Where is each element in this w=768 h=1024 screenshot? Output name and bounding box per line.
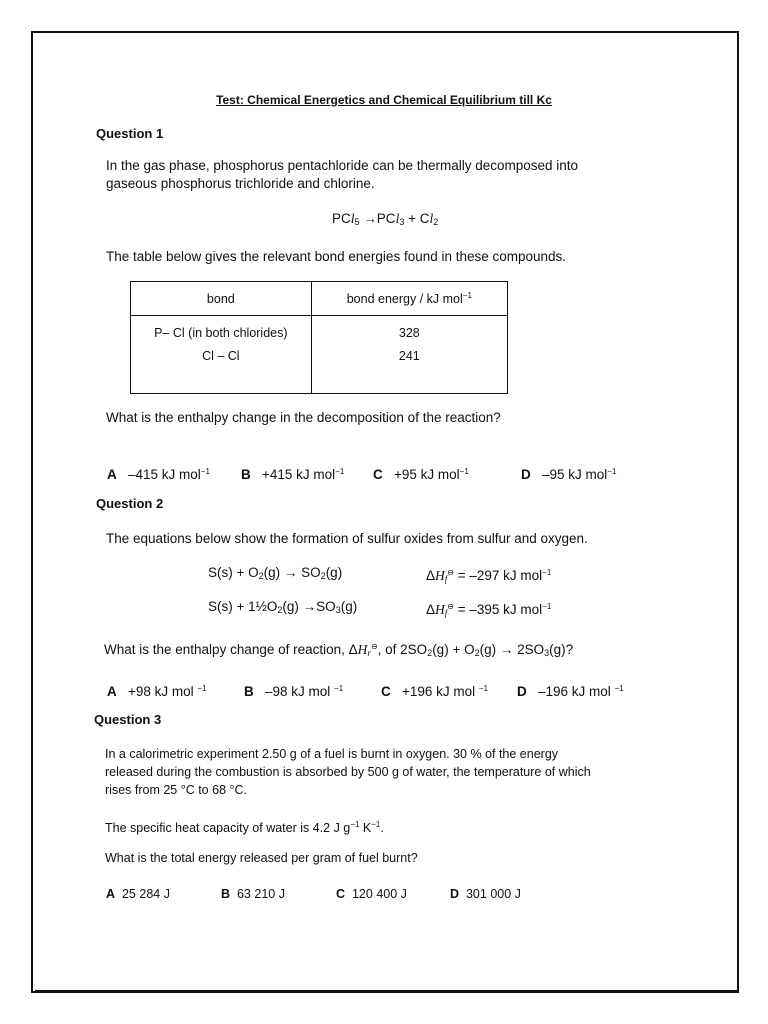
bond-energy-table: [130, 281, 508, 394]
question-1-table-intro: The table below gives the relevant bond energies found in these compounds.: [106, 249, 567, 264]
equation-so3: $S(s) + 1\frac{1}{2}O_2(g) \to SO_3(g)$: [208, 599, 358, 615]
question-3-heat-capacity: The specific heat capacity of water is 4.2 J $g^{-1}$ $K^{-1}$.: [105, 820, 384, 835]
question-2-prompt: What is the enthalpy change of reaction, $\Delta H_r^⊖$, of $2SO_2(g) + O_2(g) \to 2SO_3(g)$?: [104, 642, 574, 658]
question-3-prompt: What is the total energy released per gram of fuel burnt?: [105, 851, 418, 865]
table-header-bond-energy: bond energy / kJ mol$^{-1}$: [311, 282, 507, 316]
option-letter: A: [107, 684, 117, 699]
equation-so2: $S(s) + O_2(g) \to SO_2(g)$: [208, 565, 343, 581]
option-d[interactable]: D –95 kJ mol$^{-1}$: [521, 467, 617, 482]
question-1-intro-line-2: gaseous phosphorus trichloride and chlorine.: [106, 176, 375, 191]
option-letter: D: [450, 887, 460, 901]
option-letter: B: [244, 684, 254, 699]
question-3-line-2: released during the combustion is absorbed by 500 g of water, the temperature of which: [105, 765, 591, 779]
option-letter: B: [241, 467, 251, 482]
table-cell-energy: 328: [311, 316, 507, 350]
option-a[interactable]: [106, 886, 170, 903]
option-letter: C: [336, 887, 346, 901]
option-text: 63 210 J: [236, 887, 285, 901]
option-c[interactable]: [336, 886, 407, 903]
table-cell-bond: P– Cl (in both chlorides): [131, 316, 312, 350]
option-c[interactable]: C +95 kJ mol$^{-1}$: [373, 467, 469, 482]
question-3-line-1: In a calorimetric experiment 2.50 g of a fuel is burnt in oxygen. 30 % of the energy: [105, 747, 559, 761]
question-3-line-3: rises from 25 °C to 68 °C.: [105, 783, 247, 797]
option-letter: C: [373, 467, 383, 482]
enthalpy-so3: $\Delta H_f^⊖ = -395$ kJ mol$^{-1}$: [426, 602, 552, 618]
option-b[interactable]: [221, 886, 285, 903]
option-a[interactable]: A –415 kJ mol$^{-1}$: [107, 467, 210, 482]
option-b[interactable]: B +415 kJ mol$^{-1}$: [241, 467, 345, 482]
option-text: 301 000 J: [465, 887, 521, 901]
question-2-intro: The equations below show the formation of sulfur oxides from sulfur and oxygen.: [106, 531, 588, 546]
table-cell-bond: Cl – Cl: [131, 349, 312, 373]
option-letter: A: [106, 887, 116, 901]
option-text: 25 284 J: [121, 887, 170, 901]
question-1-prompt: What is the enthalpy change in the decomposition of the reaction?: [106, 410, 501, 425]
test-title: Test: Chemical Energetics and Chemical Equilibrium till Kc: [216, 93, 552, 107]
option-letter: D: [521, 467, 531, 482]
table-cell-energy: 241: [311, 349, 507, 373]
option-letter: A: [107, 467, 117, 482]
enthalpy-so2: $\Delta H_f^⊖ = -297$ kJ mol$^{-1}$: [426, 568, 552, 584]
question-3-heading: Question 3: [94, 712, 162, 727]
table-header-bond: bond: [131, 282, 312, 316]
option-d[interactable]: D –196 kJ mol $^{-1}$: [517, 684, 624, 699]
option-b[interactable]: B –98 kJ mol $^{-1}$: [244, 684, 344, 699]
option-letter: C: [381, 684, 391, 699]
option-c[interactable]: C +196 kJ mol $^{-1}$: [381, 684, 489, 699]
option-a[interactable]: A +98 kJ mol $^{-1}$: [107, 684, 207, 699]
option-d[interactable]: [450, 886, 521, 903]
option-letter: D: [517, 684, 527, 699]
option-text: 120 400 J: [351, 887, 407, 901]
question-2-heading: Question 2: [96, 496, 164, 511]
question-1-equation: $PCl_5 \to PCl_3 + Cl_2$: [332, 211, 439, 227]
option-letter: B: [221, 887, 231, 901]
page-border-bottom-line: [35, 990, 739, 991]
question-1-heading: Question 1: [96, 126, 164, 141]
question-1-intro-line-1: In the gas phase, phosphorus pentachloride can be thermally decomposed into: [106, 158, 579, 173]
